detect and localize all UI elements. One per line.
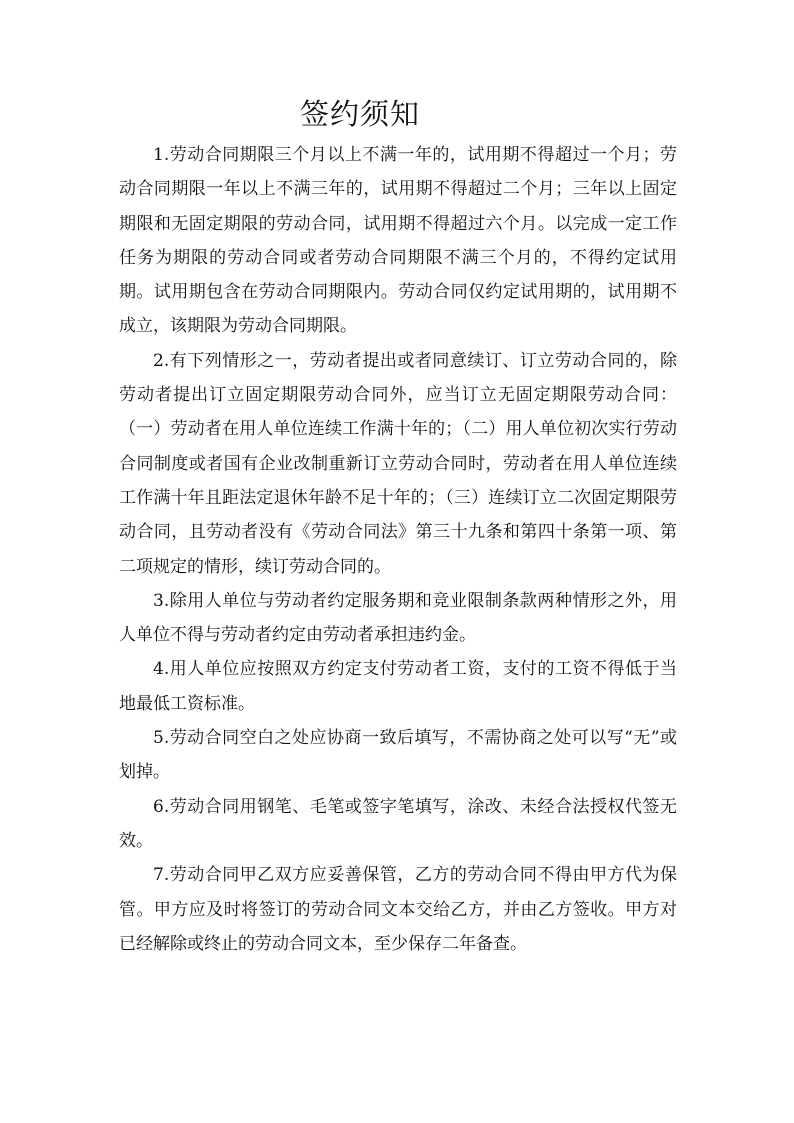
- paragraph-7: 7.劳动合同甲乙双方应妥善保管，乙方的劳动合同不得由甲方代为保管。甲方应及时将签订的劳动合同文本交给乙方，并由乙方签收。甲方对已经解除或终止的劳动合同文本，至少保存二年备查。: [119, 865, 677, 954]
- paragraph-6: 6.劳动合同用钢笔、毛笔或签字笔填写，涂改、未经合法授权代签无效。: [119, 796, 677, 851]
- paragraph-2: 2.有下列情形之一，劳动者提出或者同意续订、订立劳动合同的，除劳动者提出订立固定期限劳动合同外，应当订立无固定期限劳动合同：（一）劳动者在用人单位连续工作满十年的；（二）用人单位初次实行劳动合同制度或者国有企业改制重新订立劳动合同时，劳动者在用人单位连续工作满十年且距法定退休年龄不足十年的；（三）连续订立二次固定期限劳动合同，且劳动者没有《劳动合同法》第三十九条和第四十条第一项、第二项规定的情形，续订劳动合同的。: [119, 350, 677, 577]
- paragraph-4: 4.用人单位应按照双方约定支付劳动者工资，支付的工资不得低于当地最低工资标准。: [119, 659, 677, 714]
- paragraph-3: 3.除用人单位与劳动者约定服务期和竞业限制条款两种情形之外，用人单位不得与劳动者约定由劳动者承担违约金。: [119, 590, 677, 646]
- page-title: 签约须知: [299, 97, 420, 131]
- document-body: [119, 138, 677, 961]
- paragraph-1: 1.劳动合同期限三个月以上不满一年的，试用期不得超过一个月；劳动合同期限一年以上不满三年的，试用期不得超过二个月；三年以上固定期限和无固定期限的劳动合同，试用期不得超过六个月。以完成一定工作任务为期限的劳动合同或者劳动合同期限不满三个月的，不得约定试用期。试用期包含在劳动合同期限内。劳动合同仅约定试用期的，试用期不成立，该期限为劳动合同期限。: [119, 145, 677, 337]
- paragraph-5: 5.劳动合同空白之处应协商一致后填写，不需协商之处可以写“无”或划掉。: [119, 728, 677, 783]
